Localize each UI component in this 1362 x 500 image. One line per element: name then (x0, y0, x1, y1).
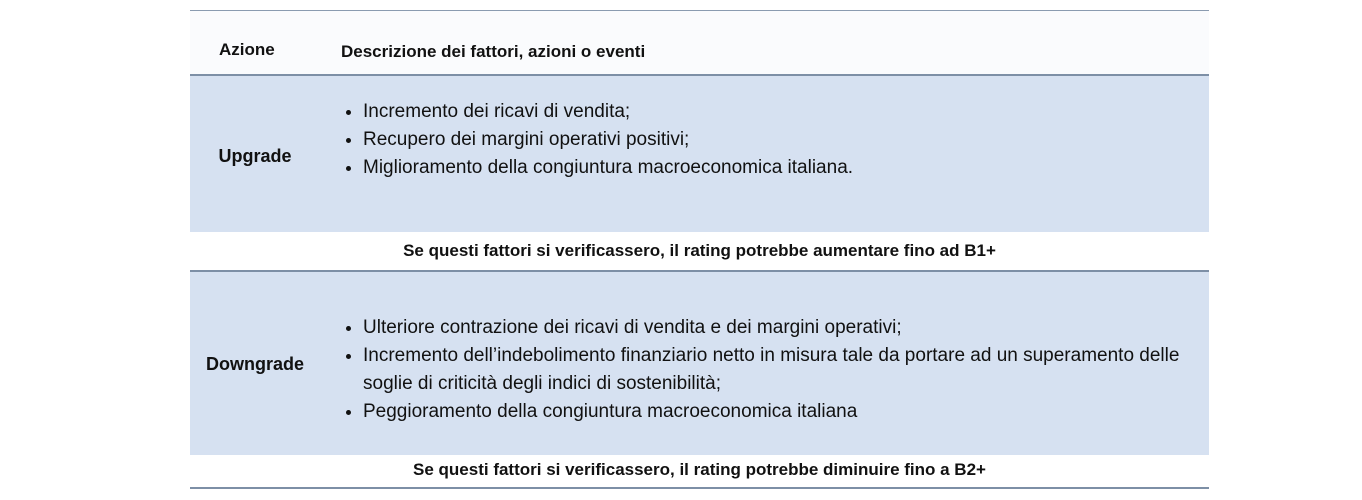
header-description: Descrizione dei fattori, azioni o eventi (341, 42, 646, 61)
header-action: Azione (219, 40, 275, 59)
list-item: • Peggioramento della congiuntura macroeconomica italiana (363, 398, 1203, 426)
table-header-row (190, 11, 1209, 74)
rating-factors-table (190, 10, 1209, 489)
list-item: • Ulteriore contrazione dei ricavi di vendita e dei margini operativi; (363, 314, 1203, 342)
downgrade-note: Se questi fattori si verificassero, il rating potrebbe diminuire fino a B2+ (190, 455, 1209, 487)
bottom-rule (190, 487, 1209, 489)
upgrade-row (190, 76, 1209, 232)
downgrade-factor-list (341, 314, 1203, 426)
list-item: • Miglioramento della congiuntura macroeconomica italiana. (363, 154, 1203, 182)
list-item: • Incremento dei ricavi di vendita; (363, 98, 1203, 126)
upgrade-factor-list (341, 98, 1203, 182)
list-item: • Recupero dei margini operativi positivi; (363, 126, 1203, 154)
upgrade-label: Upgrade (218, 146, 292, 166)
downgrade-row (190, 272, 1209, 455)
upgrade-note: Se questi fattori si verificassero, il rating potrebbe aumentare fino ad B1+ (190, 232, 1209, 270)
downgrade-label: Downgrade (205, 354, 304, 374)
list-item: • Incremento dell’indebolimento finanziario netto in misura tale da portare ad un superamento delle soglie di criticità degli indici di sostenibilità; (363, 342, 1203, 398)
